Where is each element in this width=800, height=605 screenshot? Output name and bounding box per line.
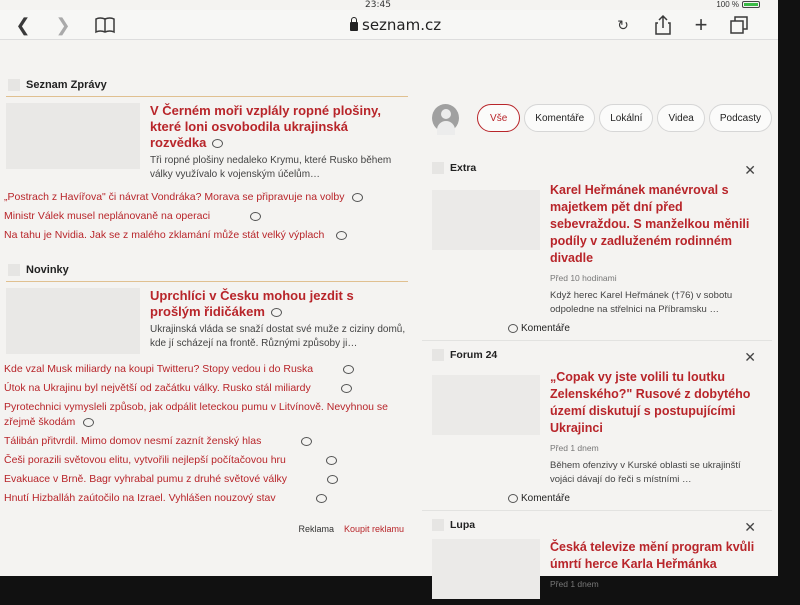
article-thumbnail[interactable] — [6, 288, 140, 354]
feed-filter-bar — [422, 100, 772, 136]
list-item[interactable] — [0, 381, 410, 396]
buy-ad-link[interactable]: Koupit reklamu — [343, 524, 404, 534]
back-arrow-icon[interactable]: ❮ — [15, 14, 31, 35]
list-item-link[interactable]: Hnutí Hizballáh zaútočilo na Izrael. Vyhlášen nouzový stav — [4, 492, 276, 504]
comment-bubble-icon[interactable] — [343, 365, 354, 374]
bookmarks-book-icon[interactable] — [94, 14, 116, 36]
lock-icon — [350, 22, 358, 31]
card-headline[interactable]: Karel Heřmánek manévroval s majetkem pět dní před sebevraždou. S manželkou měnili podíly v zadluženém rodinném divadle — [550, 183, 750, 265]
feed-card — [422, 341, 772, 511]
comment-bubble-icon[interactable] — [352, 193, 363, 202]
comment-bubble-icon[interactable] — [271, 308, 282, 317]
comments-link[interactable] — [508, 493, 766, 504]
card-headline[interactable]: „Copak vy jste volili tu loutku Zelenského?" Rusové z dobytého území diskutují s postupujícími Ukrajinci — [550, 370, 751, 435]
list-item-link[interactable]: Ministr Válek musel neplánovaně na operaci — [4, 210, 211, 222]
comment-bubble-icon[interactable] — [326, 456, 337, 465]
comments-link[interactable] — [508, 323, 766, 334]
user-avatar-icon[interactable] — [432, 104, 459, 132]
filter-podcasts[interactable]: Podcasty — [709, 104, 772, 132]
battery-indicator — [716, 0, 760, 9]
comment-bubble-icon[interactable] — [316, 494, 327, 503]
filter-videos[interactable]: Videa — [657, 104, 704, 132]
card-source-name: Extra — [450, 162, 477, 174]
comment-bubble-icon[interactable] — [250, 212, 261, 221]
comments-label: Komentáře — [521, 323, 570, 334]
card-source[interactable] — [432, 519, 766, 531]
list-item-link[interactable]: Útok na Ukrajinu byl největší od začátku války. Rusko stál miliardy — [4, 382, 311, 394]
battery-label: 100 % — [716, 0, 739, 9]
lead-perex: Ukrajinská vláda se snaží dostat své muže z ciziny domů, kde jí scházejí na frontě. Různými způsoby ji… — [150, 324, 406, 349]
list-item[interactable] — [0, 228, 410, 243]
left-column — [0, 76, 410, 534]
battery-icon — [742, 1, 760, 8]
forward-arrow-icon[interactable]: ❯ — [55, 14, 71, 35]
feed-card — [422, 154, 772, 341]
address-bar[interactable] — [350, 16, 441, 34]
section-title: Seznam Zprávy — [26, 79, 107, 91]
card-source[interactable] — [432, 349, 766, 361]
list-item-link[interactable]: Kde vzal Musk miliardy na koupi Twitteru? Stopy vedou i do Ruska — [4, 363, 314, 375]
comment-bubble-icon[interactable] — [336, 231, 347, 240]
section-title: Novinky — [26, 264, 69, 276]
lead-headline[interactable]: Uprchlíci v Česku mohou jezdit s prošlým řidičákem — [150, 288, 354, 319]
filter-all[interactable]: Vše — [477, 104, 520, 132]
source-logo-icon — [432, 519, 444, 531]
share-icon[interactable] — [652, 14, 674, 36]
source-logo-icon — [432, 162, 444, 174]
source-logo-icon — [8, 79, 20, 91]
section-header-novinky[interactable] — [0, 261, 410, 279]
comment-bubble-icon[interactable] — [212, 139, 223, 148]
feed-card — [422, 511, 772, 605]
comment-bubble-icon[interactable] — [301, 437, 312, 446]
section-header-seznam-zpravy[interactable] — [0, 76, 410, 94]
close-icon[interactable]: ✕ — [744, 519, 756, 535]
comment-bubble-icon — [508, 494, 518, 503]
list-item[interactable] — [0, 434, 410, 449]
card-source-name: Lupa — [450, 519, 476, 531]
comment-bubble-icon[interactable] — [83, 418, 94, 427]
list-item-link[interactable]: Pyrotechnici vymysleli způsob, jak odpálit leteckou pumu v Litvínově. Nevyhnou se zřejmě škodám — [4, 401, 389, 428]
status-bar — [0, 0, 778, 10]
lead-article[interactable] — [0, 97, 410, 182]
list-item[interactable] — [0, 209, 410, 224]
ad-footer — [0, 524, 410, 534]
source-logo-icon — [432, 349, 444, 361]
list-item-link[interactable]: Tálibán přitvrdil. Mimo domov nesmí zaznít ženský hlas — [4, 435, 262, 447]
filter-local[interactable]: Lokální — [599, 104, 653, 132]
source-logo-icon — [8, 264, 20, 276]
card-headline[interactable]: Česká televize mění program kvůli úmrtí herce Karla Heřmánka — [550, 540, 755, 571]
card-description: Když herec Karel Heřmánek (†76) v sobotu odpoledne na střelnici na Příbramsku … — [550, 290, 733, 315]
comment-bubble-icon — [508, 324, 518, 333]
card-description: Během ofenzivy v Kurské oblasti se ukrajinští vojáci dávají do řeči s místními … — [550, 460, 741, 485]
comments-label: Komentáře — [521, 493, 570, 504]
comment-bubble-icon[interactable] — [341, 384, 352, 393]
lead-article[interactable] — [0, 282, 410, 354]
card-source[interactable] — [432, 162, 766, 174]
list-item[interactable] — [0, 400, 410, 430]
browser-toolbar — [0, 10, 778, 40]
list-item[interactable] — [0, 472, 410, 487]
list-item[interactable] — [0, 453, 410, 468]
list-item-link[interactable]: Evakuace v Brně. Bagr vyhrabal pumu z druhé světové války — [4, 473, 288, 485]
article-thumbnail[interactable] — [432, 539, 540, 599]
status-time: 23:45 — [365, 0, 391, 10]
list-item-link[interactable]: „Postrach z Havířova" či návrat Vondráka? Morava se připravuje na volby — [4, 191, 345, 203]
list-item-link[interactable]: Na tahu je Nvidia. Jak se z malého zklamání může stát velký výplach — [4, 229, 325, 241]
card-timestamp: Před 1 dnem — [550, 579, 599, 589]
close-icon[interactable]: ✕ — [744, 162, 756, 178]
article-thumbnail[interactable] — [6, 103, 140, 169]
card-source-name: Forum 24 — [450, 349, 498, 361]
article-thumbnail[interactable] — [432, 375, 540, 435]
ad-label: Reklama — [298, 524, 334, 534]
tabs-overview-icon[interactable] — [728, 14, 750, 36]
list-item[interactable] — [0, 190, 410, 205]
filter-comments[interactable]: Komentáře — [524, 104, 595, 132]
list-item[interactable] — [0, 362, 410, 377]
list-item-link[interactable]: Češi porazili světovou elitu, vytvořili nejlepší počítačovou hru — [4, 454, 286, 466]
comment-bubble-icon[interactable] — [327, 475, 338, 484]
reload-icon[interactable]: ↻ — [617, 16, 629, 33]
new-tab-plus-icon[interactable]: + — [694, 12, 708, 37]
close-icon[interactable]: ✕ — [744, 349, 756, 365]
lead-headline[interactable]: V Černém moři vzplály ropné plošiny, které loni osvobodila ukrajinská rozvědka — [150, 103, 381, 150]
card-timestamp: Před 1 dnem — [550, 443, 599, 453]
card-timestamp: Před 10 hodinami — [550, 273, 617, 283]
list-item[interactable] — [0, 491, 410, 506]
url-text: seznam.cz — [362, 16, 442, 34]
article-thumbnail[interactable] — [432, 190, 540, 250]
right-column — [422, 100, 772, 605]
lead-perex: Tři ropné plošiny nedaleko Krymu, které Rusko během války využívalo k vojenským účelům… — [150, 155, 392, 180]
